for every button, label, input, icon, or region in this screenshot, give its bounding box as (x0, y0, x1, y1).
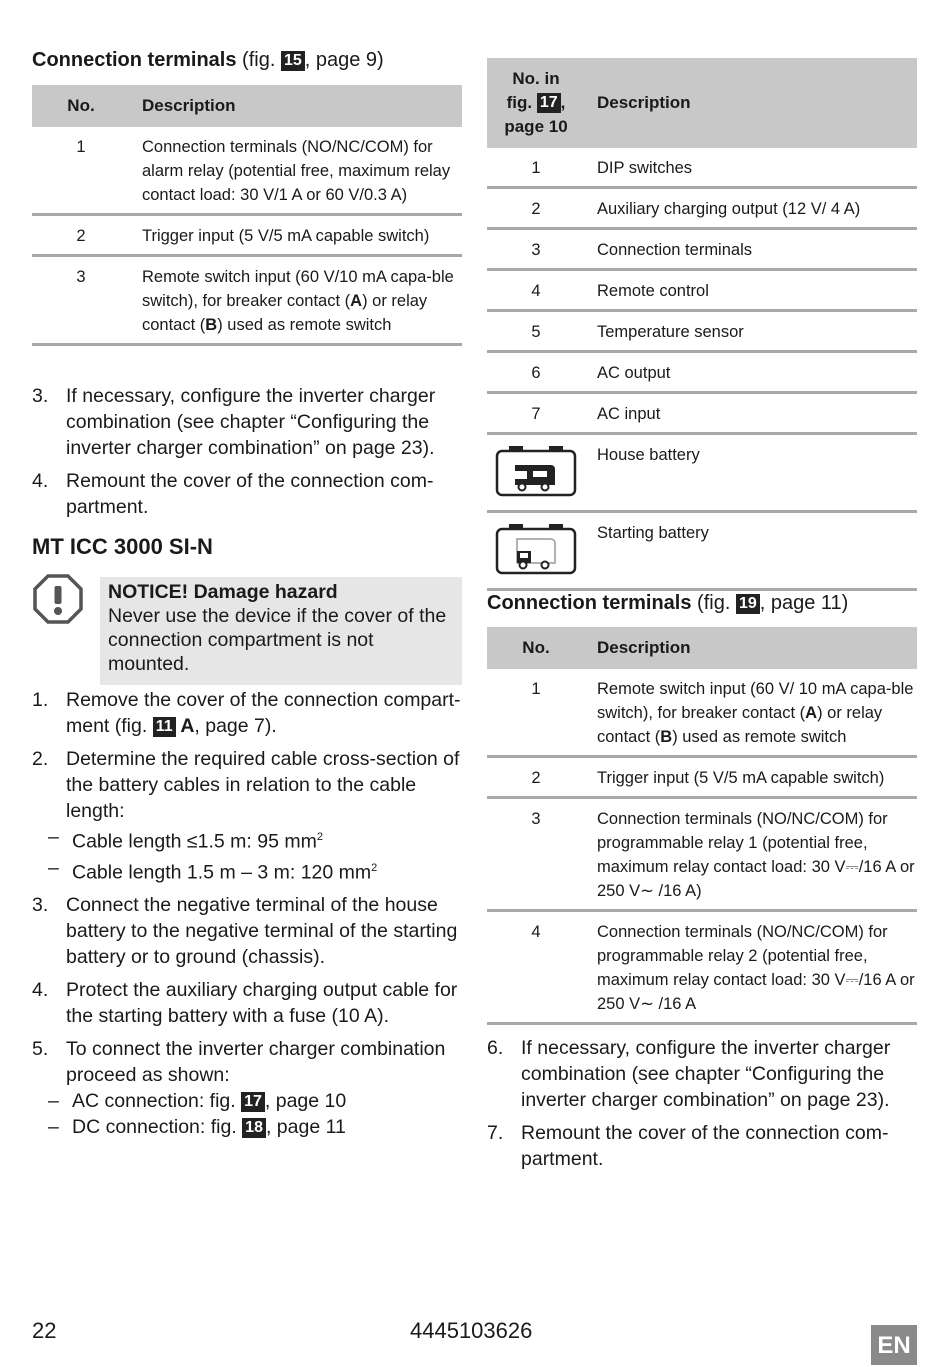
list-item: 7. Remount the cover of the connection com-partment. (487, 1122, 889, 1170)
table-row: 3 Connection terminals (NO/NC/COM) for programmable relay 1 (potential free, maximum relay contact load: 30 V⎓/16 A or 250 V∼ /16 A) (487, 798, 917, 911)
sub-list-item: – AC connection: fig. 17 , page 10 (66, 1088, 462, 1114)
notice-content (100, 577, 462, 685)
starting-battery-icon (495, 523, 577, 575)
model-heading: MT ICC 3000 SI-N (32, 534, 213, 559)
table-header-description: Description (585, 627, 917, 669)
figure-17-legend-table (487, 58, 917, 591)
figure-ref-badge: 17 (241, 1092, 265, 1112)
table-row: Starting battery (487, 512, 917, 590)
table-row: 2 Auxiliary charging output (12 V/ 4 A) (487, 188, 917, 229)
figure-ref-badge: 19 (736, 594, 760, 614)
steps-list-3 (487, 1035, 917, 1179)
table-row: 4 Remote control (487, 270, 917, 311)
figure-ref-badge: 11 (153, 717, 176, 737)
connection-terminals-table (32, 85, 462, 346)
table-header-no: No. in fig. 17 , page 10 (487, 58, 585, 148)
steps-list-1 (32, 383, 462, 527)
list-item: 4. Protect the auxiliary charging output cable for the starting battery with a fuse (10 A). (32, 979, 458, 1027)
table-row: 2 Trigger input (5 V/5 mA capable switch) (487, 757, 917, 798)
page-number: 22 (32, 1318, 57, 1343)
table-row: 4 Connection terminals (NO/NC/COM) for programmable relay 2 (potential free, maximum relay contact load: 30 V⎓/16 A or 250 V∼ /16 A (487, 911, 917, 1024)
notice-box (32, 573, 462, 685)
table-row: 1 DIP switches (487, 148, 917, 188)
list-item: 5. To connect the inverter charger combination proceed as shown: – AC connection: fig. 17 , page 10 – DC connection: fig. 18 , page 11 (32, 1036, 462, 1140)
figure-ref-badge: 18 (242, 1118, 266, 1138)
table-row: 1 Remote switch input (60 V/ 10 mA capa-ble switch), for breaker contact (A) or relay contact (B) used as remote switch (487, 669, 917, 757)
table-row: 2 Trigger input (5 V/5 mA capable switch) (32, 215, 462, 256)
list-item: 4. Remount the cover of the connection com-partment. (32, 470, 434, 518)
table-row: House battery (487, 434, 917, 512)
table-row: 1 Connection terminals (NO/NC/COM) for alarm relay (potential free, maximum relay contact load: 30 V/1 A or 60 V/0.3 A) (32, 127, 462, 215)
table-row: 3 Remote switch input (60 V/10 mA capa-ble switch), for breaker contact (A) or relay contact (B) used as remote switch (32, 256, 462, 345)
sub-list-item: – DC connection: fig. 18 , page 11 (66, 1114, 462, 1140)
sub-list-item: – Cable length 1.5 m – 3 m: 120 $mm^2$ (66, 855, 462, 886)
document-number: 4445103626 (410, 1318, 533, 1343)
table-row: 6 AC output (487, 352, 917, 393)
steps-list-2 (32, 687, 462, 1147)
notice-title: NOTICE! Damage hazard (108, 581, 338, 603)
table-row: 3 Connection terminals (487, 229, 917, 270)
connection-terminals-heading: Connection terminals (fig. 15 , page 9) (32, 49, 384, 71)
figure-ref-badge: 15 (281, 51, 305, 71)
connection-terminals-heading: Connection terminals (fig. 19 , page 11) (487, 592, 849, 614)
table-row: 7 AC input (487, 393, 917, 434)
list-item: 6. If necessary, configure the inverter charger combination (see chapter “Configuring the inverter charger combination” on page 23). (487, 1037, 891, 1111)
table-header-no: No. (487, 627, 585, 669)
table-row: 5 Temperature sensor (487, 311, 917, 352)
table-header-description: Description (130, 85, 462, 127)
list-item: 2. Determine the required cable cross-section of the battery cables in relation to the cable length: – Cable length ≤1.5 m: 95 $mm^2$ – Cable length 1.5 m – 3 m: 120 $mm^2$ (32, 746, 462, 885)
sub-list-item: – Cable length ≤1.5 m: 95 $mm^2$ (66, 824, 462, 855)
list-item: 1. Remove the cover of the connection compart-ment (fig. 11 A, page 7). (32, 689, 461, 737)
list-item: 3. If necessary, configure the inverter charger combination (see chapter “Configuring the inverter charger combination” on page 23). (32, 385, 436, 459)
list-item: 3. Connect the negative terminal of the house battery to the negative terminal of the starting battery or to ground (chassis). (32, 894, 458, 968)
table-header-no: No. (32, 85, 130, 127)
notice-text: Never use the device if the cover of the connection compartment is not mounted. (108, 605, 447, 675)
house-battery-icon (495, 445, 577, 497)
connection-terminals-table-2 (487, 627, 917, 1025)
language-badge: EN (871, 1325, 917, 1365)
warning-octagon-icon (32, 573, 84, 625)
figure-ref-badge: 17 (537, 93, 561, 113)
table-header-description: Description (585, 58, 917, 148)
